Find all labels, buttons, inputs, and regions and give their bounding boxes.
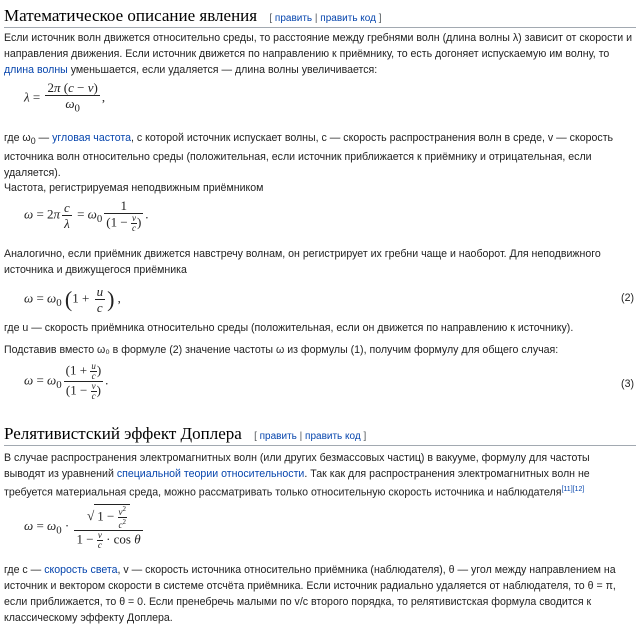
paragraph: где c — скорость света, v — скорость источника относительно приёмника (наблюдателя), θ — угол между направлением на источник и вектором скорости в системе отсчёта приёмника. Если источник радиально удаляется от наблюдателя, то θ = π, если приближается, то θ = 0. Если пренебречь малыми по v/c второго порядка, то релятивистская формула сводится к классическому эффекту Доплера. bbox=[4, 564, 616, 624]
section-heading-math bbox=[4, 6, 382, 29]
angular-frequency-link[interactable]: угловая частота bbox=[52, 132, 132, 144]
paragraph: где u — скорость приёмника относительно среды (положительная, если он движется по направлению к источнику). bbox=[4, 322, 574, 334]
section-title: Математическое описание явления bbox=[4, 6, 258, 25]
section-title: Релятивистский эффект Доплера bbox=[4, 424, 242, 443]
paragraph: Подставив вместо ω₀ в формуле (2) значение частоты ω из формулы (1), получим формулу для общего случая: bbox=[4, 344, 559, 356]
paragraph: где $\omega_0$ — угловая частота, с которой источник испускает волны, c — скорость распространения волн в среде, v — скорость источника волн относительно среды (положительная, если источник приближается к приёмнику и отрицательная, если удаляется). bbox=[4, 132, 614, 180]
section-heading-relativistic bbox=[4, 424, 366, 447]
reference-12[interactable]: [12] bbox=[572, 486, 585, 493]
wavelength-link[interactable]: длина волны bbox=[4, 64, 68, 76]
edit-links: [ править | править код ] bbox=[269, 13, 382, 24]
paragraph: Аналогично, если приёмник движется навстречу волнам, он регистрирует их гребни чаще и наоборот. Для неподвижного источника и движущегося приёмника bbox=[4, 248, 601, 276]
edit-code-link[interactable]: править код bbox=[320, 13, 376, 24]
special-relativity-link[interactable]: специальной теории относительности bbox=[116, 468, 305, 480]
equation-number: (2) bbox=[621, 292, 634, 304]
edit-links: [ править | править код ] bbox=[254, 431, 367, 442]
formula-wavelength: λ = $\frac{2\pi (c - v)}{\omega_0}$ , bbox=[24, 80, 106, 115]
edit-code-link[interactable]: править код bbox=[305, 431, 361, 442]
formula-frequency: ω = 2π $\frac{c}{\lambda}$ = $\omega_0$ 1 (1 − $\frac{v}{c}$ ) . bbox=[24, 198, 149, 233]
paragraph: В случае распространения электромагнитных волн (или других безмассовых частиц) в вакууме, формулу для частоты выводят из уравнений специальной теории относительности. Так как для распространения электромагнитных волн не требуется материальная среда, можно рассматривать только относительную скорость источника и наблюдателя[11][12] bbox=[4, 452, 590, 499]
edit-link[interactable]: править bbox=[259, 431, 297, 442]
formula-receiver: $\omega = \omega_0$ (1 + $\frac{u}{c}$ ) , bbox=[24, 284, 121, 315]
formula-general: $\omega = \omega_0$ (1 + $\frac{u}{c}$ ) (1 − $\frac{v}{c}$ ) . bbox=[24, 361, 109, 401]
formula-relativistic: $\omega = \omega_0$ · √ 1 − $\frac{v^2}{c^2}$ 1 − $\frac{v}{c}$ · cos θ bbox=[24, 505, 141, 550]
reference-11[interactable]: [11] bbox=[561, 486, 573, 493]
paragraph: Если источник волн движется относительно среды, то расстояние между гребнями волн (длина волны λ) зависит от скорости и направления движения. Если источник движется по направлению к приёмнику, то есть догоняет испускаемую им волну, то длина волны уменьшается, если удаляется — длина волны увеличивается: bbox=[4, 32, 632, 76]
edit-link[interactable]: править bbox=[274, 13, 313, 24]
equation-number: (3) bbox=[621, 378, 634, 390]
heading-divider bbox=[4, 445, 636, 446]
paragraph: Частота, регистрируемая неподвижным приёмником bbox=[4, 182, 264, 194]
speed-of-light-link[interactable]: скорость света bbox=[44, 564, 118, 576]
heading-divider bbox=[4, 27, 636, 28]
